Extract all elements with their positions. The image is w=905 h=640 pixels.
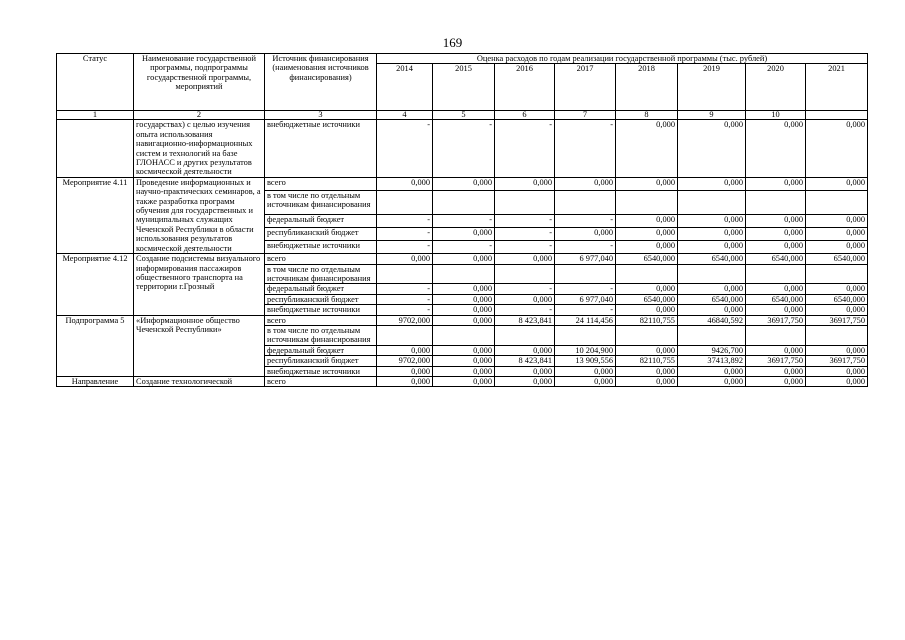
row-value: 0,000 [806, 241, 868, 254]
row-value [616, 325, 678, 345]
header-year: 2019 [678, 64, 746, 111]
row-value: - [555, 120, 616, 177]
row-value: - [495, 241, 555, 254]
row-name: «Информационное общество Чеченской Республики» [134, 315, 265, 376]
header-year: 2021 [806, 64, 868, 111]
row-value: 9426,700 [678, 345, 746, 355]
column-number: 1 [57, 111, 134, 120]
row-value: 6540,000 [746, 254, 806, 264]
column-number: 9 [678, 111, 746, 120]
row-value: 0,000 [746, 305, 806, 315]
row-value: 82110,755 [616, 315, 678, 325]
row-value [746, 190, 806, 215]
row-source: федеральный бюджет [265, 345, 377, 355]
row-value: - [377, 241, 433, 254]
row-value: 36917,750 [746, 315, 806, 325]
row-status: Подпрограмма 5 [57, 315, 134, 376]
row-value [678, 325, 746, 345]
header-name: Наименование государственной программы, подпрограммы государственной программы, мероприятий [134, 54, 265, 111]
row-value: 6540,000 [616, 294, 678, 304]
row-value: 0,000 [678, 177, 746, 190]
row-source: всего [265, 376, 377, 386]
row-source: республиканский бюджет [265, 356, 377, 366]
row-value [616, 190, 678, 215]
row-value: 0,000 [495, 254, 555, 264]
row-value: - [433, 120, 495, 177]
row-value: 0,000 [433, 366, 495, 376]
row-value: 0,000 [746, 376, 806, 386]
row-source: внебюджетные источники [265, 366, 377, 376]
row-value [495, 325, 555, 345]
row-value: 36917,750 [806, 356, 868, 366]
row-value [555, 325, 616, 345]
column-number: 10 [746, 111, 806, 120]
row-value: 13 909,556 [555, 356, 616, 366]
row-value: 0,000 [616, 366, 678, 376]
row-value: 6540,000 [806, 294, 868, 304]
header-status: Статус [57, 54, 134, 111]
row-value: 0,000 [616, 241, 678, 254]
table-row [57, 315, 868, 325]
row-value: 0,000 [377, 376, 433, 386]
header-year: 2015 [433, 64, 495, 111]
row-value: - [433, 241, 495, 254]
row-value [377, 325, 433, 345]
row-value: 9702,000 [377, 356, 433, 366]
row-value: - [377, 120, 433, 177]
row-value: 0,000 [433, 177, 495, 190]
row-value: - [377, 284, 433, 294]
row-value: 8 423,841 [495, 356, 555, 366]
row-source: внебюджетные источники [265, 305, 377, 315]
row-value: 0,000 [377, 366, 433, 376]
row-value: 0,000 [616, 376, 678, 386]
row-source: внебюджетные источники [265, 241, 377, 254]
row-value: 0,000 [616, 120, 678, 177]
row-value: 0,000 [433, 345, 495, 355]
row-value: 0,000 [495, 177, 555, 190]
row-value: 0,000 [377, 345, 433, 355]
row-source: всего [265, 315, 377, 325]
row-value: 0,000 [678, 366, 746, 376]
row-value: 0,000 [806, 345, 868, 355]
row-value: 0,000 [806, 120, 868, 177]
row-value [377, 264, 433, 284]
row-value: - [555, 284, 616, 294]
row-value: 0,000 [806, 284, 868, 294]
row-value [678, 264, 746, 284]
row-value: 0,000 [433, 284, 495, 294]
row-value: 0,000 [806, 228, 868, 241]
row-value: 0,000 [616, 305, 678, 315]
row-value: - [495, 284, 555, 294]
row-value: 6540,000 [678, 254, 746, 264]
column-number: 4 [377, 111, 433, 120]
table-row [57, 120, 868, 177]
row-value: 0,000 [616, 215, 678, 228]
header-estimate: Оценка расходов по годам реализации государственной программы (тыс. рублей) [377, 54, 868, 64]
row-value [433, 190, 495, 215]
column-number: 8 [616, 111, 678, 120]
row-value: - [555, 241, 616, 254]
row-value [616, 264, 678, 284]
row-value: 0,000 [806, 215, 868, 228]
row-source: федеральный бюджет [265, 284, 377, 294]
row-value: 0,000 [495, 376, 555, 386]
row-value: 0,000 [678, 215, 746, 228]
row-value: 6540,000 [806, 254, 868, 264]
row-status: Мероприятие 4.12 [57, 254, 134, 315]
column-number: 6 [495, 111, 555, 120]
row-source: в том числе по отдельным источникам финансирования [265, 325, 377, 345]
row-value: - [377, 215, 433, 228]
row-value: 0,000 [746, 120, 806, 177]
row-value: 0,000 [746, 345, 806, 355]
row-value: 0,000 [806, 305, 868, 315]
row-value: - [495, 120, 555, 177]
header-source: Источник финансирования (наименования источников финансирования) [265, 54, 377, 111]
row-value: 6 977,040 [555, 294, 616, 304]
table-row [57, 177, 868, 190]
row-value [555, 264, 616, 284]
row-value: - [495, 228, 555, 241]
row-source: внебюджетные источники [265, 120, 377, 177]
row-source: республиканский бюджет [265, 294, 377, 304]
row-value: - [495, 305, 555, 315]
column-number: 5 [433, 111, 495, 120]
row-value: - [377, 305, 433, 315]
row-value: 0,000 [433, 376, 495, 386]
row-value: - [555, 215, 616, 228]
row-name: государствах) с целью изучения опыта использования навигационно-информационных систем и технологий на базе ГЛОНАСС и других результатов космической деятельности [134, 120, 265, 177]
row-value: 0,000 [616, 345, 678, 355]
row-value: 36917,750 [806, 315, 868, 325]
header-year: 2016 [495, 64, 555, 111]
row-value: 0,000 [495, 366, 555, 376]
header-year: 2014 [377, 64, 433, 111]
row-value [806, 264, 868, 284]
row-value: 6540,000 [616, 254, 678, 264]
row-value: 0,000 [746, 177, 806, 190]
row-value [495, 190, 555, 215]
row-value: 0,000 [806, 366, 868, 376]
row-value: 0,000 [746, 215, 806, 228]
row-value: 82110,755 [616, 356, 678, 366]
row-value: 0,000 [555, 366, 616, 376]
page-number: 169 [442, 35, 463, 50]
row-value: 8 423,841 [495, 315, 555, 325]
row-value [377, 190, 433, 215]
column-number [806, 111, 868, 120]
header-year: 2020 [746, 64, 806, 111]
row-value [433, 264, 495, 284]
row-value: - [377, 294, 433, 304]
row-value: 46840,592 [678, 315, 746, 325]
row-value: 0,000 [433, 315, 495, 325]
row-value: 0,000 [806, 177, 868, 190]
row-source: федеральный бюджет [265, 215, 377, 228]
row-source: в том числе по отдельным источникам финансирования [265, 264, 377, 284]
row-value [806, 190, 868, 215]
table-row [57, 376, 868, 386]
column-number: 3 [265, 111, 377, 120]
row-name: Создание технологической [134, 376, 265, 386]
row-value [806, 325, 868, 345]
row-value: - [555, 305, 616, 315]
row-value: 0,000 [555, 177, 616, 190]
row-value [678, 190, 746, 215]
row-value: 0,000 [495, 345, 555, 355]
row-value: 24 114,456 [555, 315, 616, 325]
row-value: 36917,750 [746, 356, 806, 366]
row-value: - [433, 215, 495, 228]
row-value: 37413,892 [678, 356, 746, 366]
row-value: 6540,000 [678, 294, 746, 304]
row-value: 0,000 [433, 254, 495, 264]
row-value: 0,000 [433, 305, 495, 315]
row-value: 0,000 [433, 356, 495, 366]
row-value: 0,000 [806, 376, 868, 386]
row-name: Проведение информационных и научно-практических семинаров, а также разработка программ обучения для государственных и муниципальных служащих Чеченской Республики в области использования результатов космической деятельности [134, 177, 265, 253]
column-number: 7 [555, 111, 616, 120]
row-source: всего [265, 177, 377, 190]
row-value: 0,000 [616, 177, 678, 190]
row-status: Направление [57, 376, 134, 386]
row-value [746, 264, 806, 284]
row-value: 0,000 [678, 305, 746, 315]
row-value: 0,000 [678, 228, 746, 241]
column-number: 2 [134, 111, 265, 120]
row-value: 6540,000 [746, 294, 806, 304]
header-year: 2018 [616, 64, 678, 111]
row-value: 0,000 [746, 284, 806, 294]
row-value: 0,000 [555, 228, 616, 241]
row-value [433, 325, 495, 345]
row-value: 0,000 [495, 294, 555, 304]
row-value: 0,000 [746, 228, 806, 241]
row-value: - [377, 228, 433, 241]
header-year: 2017 [555, 64, 616, 111]
row-status [57, 120, 134, 177]
row-source: в том числе по отдельным источникам финансирования [265, 190, 377, 215]
row-value: 0,000 [678, 284, 746, 294]
row-value: 0,000 [433, 294, 495, 304]
row-value: - [495, 215, 555, 228]
row-value: 0,000 [678, 376, 746, 386]
row-value: 0,000 [433, 228, 495, 241]
row-source: республиканский бюджет [265, 228, 377, 241]
row-value: 9702,000 [377, 315, 433, 325]
row-value [555, 190, 616, 215]
row-name: Создание подсистемы визуального информирования пассажиров общественного транспорта на территории г.Грозный [134, 254, 265, 315]
row-value [495, 264, 555, 284]
row-value: 0,000 [377, 254, 433, 264]
row-source: всего [265, 254, 377, 264]
row-value: 6 977,040 [555, 254, 616, 264]
column-number-row [57, 111, 868, 120]
row-value: 0,000 [678, 241, 746, 254]
row-value: 0,000 [678, 120, 746, 177]
row-value: 0,000 [555, 376, 616, 386]
row-value [746, 325, 806, 345]
table-row [57, 254, 868, 264]
row-value: 0,000 [616, 228, 678, 241]
row-value: 0,000 [746, 241, 806, 254]
budget-table [56, 53, 868, 387]
row-value: 0,000 [377, 177, 433, 190]
row-value: 0,000 [616, 284, 678, 294]
row-value: 0,000 [746, 366, 806, 376]
row-status: Мероприятие 4.11 [57, 177, 134, 253]
row-value: 10 204,900 [555, 345, 616, 355]
